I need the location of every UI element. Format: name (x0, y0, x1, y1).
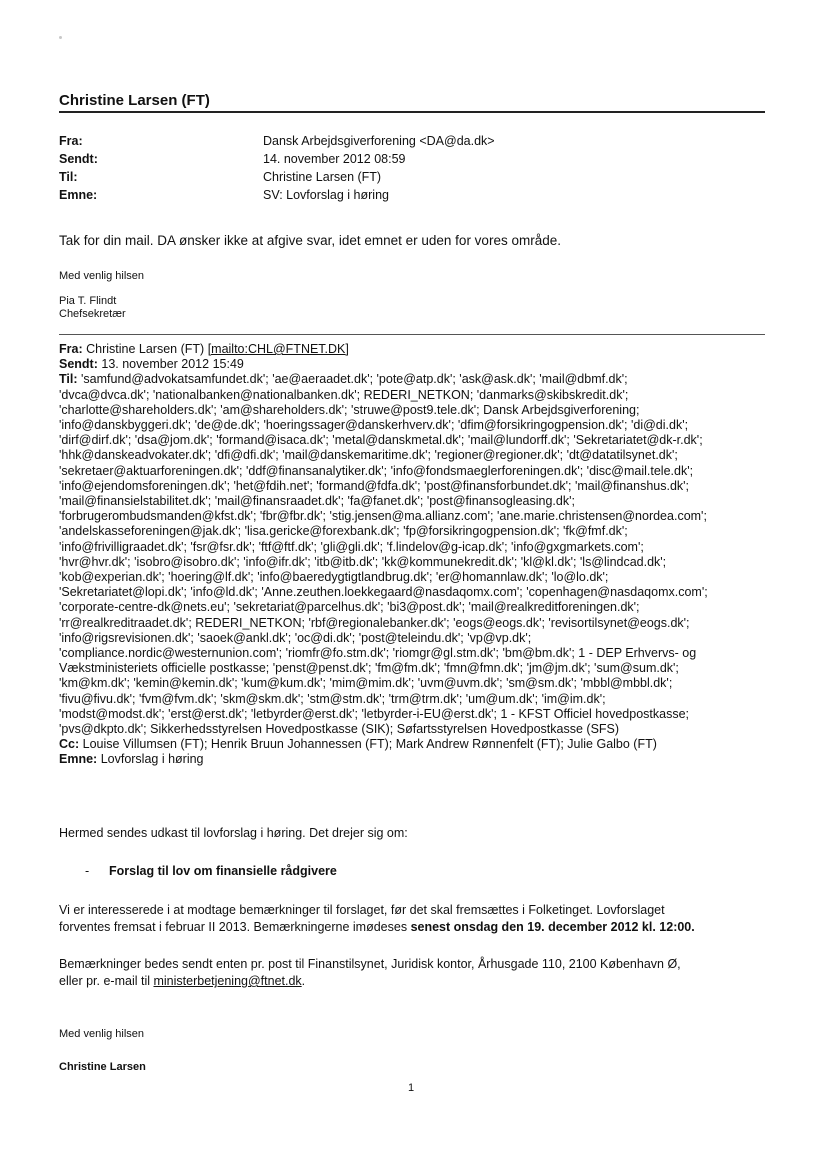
reply-sent-label: Sendt: (59, 152, 98, 166)
fwd-from-value: Christine Larsen (FT) (86, 342, 205, 356)
fwd-to-line: 'kob@experian.dk'; 'hoering@lf.dk'; 'info@baeredygtigtlandbrug.dk'; 'er@homannlaw.dk'; 'lo@lo.dk'; (59, 570, 609, 585)
contact-paragraph (59, 956, 771, 990)
contact-line-2 (59, 973, 771, 990)
reply-greeting: Med venlig hilsen (59, 270, 144, 282)
contact-line-1: Bemærkninger bedes sendt enten pr. post til Finanstilsynet, Juridisk kontor, Århusgade 110, 2100 København Ø, (59, 957, 681, 971)
fwd-to-line: 'dirf@dirf.dk'; 'dsa@jom.dk'; 'formand@isaca.dk'; 'metal@danskmetal.dk'; 'mail@lundorff.dk'; 'Sekretariatet@dk-r.dk'; (59, 433, 703, 448)
bullet-dash: - (85, 864, 90, 878)
fwd-to-line: 'rr@realkreditraadet.dk'; REDERI_NETKON; 'rbf@regionalebanker.dk'; 'eogs@eogs.dk'; 'revisortilsynet@eogs.dk'; (59, 615, 690, 630)
intro-paragraph: Hermed sendes udkast til lovforslag i høring. Det drejer sig om: (59, 826, 408, 840)
fwd-to-line (59, 372, 771, 387)
fwd-sent-row (59, 357, 771, 372)
fwd-cc-value: Louise Villumsen (FT); Henrik Bruun Johannessen (FT); Mark Andrew Rønnenfelt (FT); Julie Galbo (FT) (82, 737, 657, 752)
reply-header (59, 132, 765, 204)
deadline-prefix: forventes fremsat i februar II 2013. Bemærkningerne imødeses (59, 920, 408, 934)
fwd-to-line: Vækstministeriets officielle postkasse; 'penst@penst.dk'; 'fm@fm.dk'; 'fmn@fmn.dk'; 'jm@jm.dk'; 'sum@sum.dk'; (59, 661, 679, 676)
fwd-to-line: 'Sekretariatet@lopi.dk'; 'info@ld.dk'; 'Anne.zeuthen.loekkegaard@nasdaqomx.com'; 'copenhagen@nasdaqomx.com'; (59, 585, 708, 600)
fwd-to-line: 'charlotte@shareholders.dk'; 'am@shareholders.dk'; 'struwe@post9.tele.dk'; Dansk Arbejdsgiverforening; (59, 402, 640, 417)
contact-email-link[interactable]: ministerbetjening@ftnet.dk (153, 974, 302, 988)
forwarded-header (59, 342, 771, 768)
reply-signature-title: Chefsekretær (59, 308, 126, 320)
fwd-mailto-link[interactable]: [mailto:CHL@FTNET.DK] (207, 342, 349, 356)
fwd-subject-value: Lovforslag i høring (100, 752, 204, 767)
reply-subject-row (59, 186, 765, 204)
deadline-paragraph (59, 902, 771, 936)
fwd-to-line: 'pvs@dkpto.dk'; Sikkerhedsstyrelsen Hovedpostkasse (SIK); Søfartsstyrelsen Hovedpostkasse (SFS) (59, 722, 620, 737)
reply-sent-row (59, 150, 765, 168)
scan-speck (59, 36, 62, 39)
fwd-to-block (59, 372, 771, 737)
fwd-cc-row (59, 737, 771, 752)
deadline-date: senest onsdag den 19. december 2012 kl. 12:00. (410, 920, 695, 934)
fwd-to-line: 'forbrugerombudsmanden@kfst.dk'; 'fbr@fbr.dk'; 'stig.jensen@ma.allianz.com'; 'ane.marie.christensen@nordea.com'; (59, 509, 707, 524)
fwd-to-line: 'compliance.nordic@westernunion.com'; 'riomfr@fo.stm.dk'; 'riomgr@gl.stm.dk'; 'bm@bm.dk'; 1 - DEP Erhvervs- og (59, 646, 697, 661)
fwd-to-line: 'mail@finansielstabilitet.dk'; 'mail@finansraadet.dk'; 'fa@fanet.dk'; 'post@finansogleasing.dk'; (59, 494, 575, 509)
fwd-to-line: 'modst@modst.dk'; 'erst@erst.dk'; 'letbyrder@erst.dk'; 'letbyrder-i-EU@erst.dk'; 1 - KFST Officiel hovedpostkasse; (59, 706, 690, 721)
fwd-to-label: Til: (59, 372, 78, 387)
contact-suffix: . (301, 974, 306, 988)
fwd-to-line: 'hhk@danskeadvokater.dk'; 'dfi@dfi.dk'; 'mail@danskemaritime.dk'; 'regioner@regioner.dk'; 'dt@datatilsynet.dk'; (59, 448, 678, 463)
reply-body: Tak for din mail. DA ønsker ikke at afgive svar, idet emnet er uden for vores område. (59, 233, 561, 248)
fwd-to-line: 'dvca@dvca.dk'; 'nationalbanken@nationalbanken.dk'; REDERI_NETKON; 'danmarks@skibskredit.dk'; (59, 387, 629, 402)
fwd-to-line: 'hvr@hvr.dk'; 'isobro@isobro.dk'; 'info@ifr.dk'; 'itb@itb.dk'; 'kk@kommunekredit.dk'; 'kl@kl.dk'; 'ls@lindcad.dk'; (59, 554, 667, 569)
page-number: 1 (408, 1082, 415, 1094)
title-divider (59, 111, 765, 113)
page-title: Christine Larsen (FT) (59, 92, 210, 109)
deadline-line-2 (59, 919, 771, 936)
fwd-from-label: Fra: (59, 342, 83, 356)
reply-from-label: Fra: (59, 134, 83, 148)
fwd-to-line: 'andelskasseforeningen@jak.dk'; 'lisa.gericke@forexbank.dk'; 'fp@forsikringogpension.dk'; 'fk@fmf.dk'; (59, 524, 628, 539)
fwd-to-line: 'fivu@fivu.dk'; 'fvm@fvm.dk'; 'skm@skm.dk'; 'stm@stm.dk'; 'trm@trm.dk'; 'um@um.dk'; 'im@im.dk'; (59, 691, 606, 706)
fwd-subject-row (59, 752, 771, 767)
reply-subject-label: Emne: (59, 188, 98, 202)
fwd-subject-label: Emne: (59, 752, 98, 767)
fwd-cc-label: Cc: (59, 737, 80, 752)
fwd-sent-label: Sendt: (59, 357, 98, 372)
reply-subject-value: SV: Lovforslag i høring (263, 188, 389, 202)
fwd-to-line: 'info@frivilligraadet.dk'; 'fsr@fsr.dk'; 'ftf@ftf.dk'; 'gli@gli.dk'; 'f.lindelov@g-icap.dk'; 'info@gxgmarkets.com'; (59, 539, 644, 554)
fwd-to-line: 'info@rigsrevisionen.dk'; 'saoek@ankl.dk'; 'oc@di.dk'; 'post@teleindu.dk'; 'vp@vp.dk'; (59, 630, 532, 645)
fwd-to-line: 'info@danskbyggeri.dk'; 'de@de.dk'; 'hoeringssager@danskerhverv.dk'; 'dfim@forsikringogpension.dk'; 'di@di.dk'; (59, 418, 689, 433)
reply-to-label: Til: (59, 170, 78, 184)
fwd-to-line: 'km@km.dk'; 'kemin@kemin.dk'; 'kum@kum.dk'; 'mim@mim.dk'; 'uvm@uvm.dk'; 'sm@sm.dk'; 'mbbl@mbbl.dk'; (59, 676, 673, 691)
deadline-line-1: Vi er interesserede i at modtage bemærkninger til forslaget, før det skal fremsættes i Folketinget. Lovforslaget (59, 903, 665, 917)
fwd-to-line: 'corporate-centre-dk@nets.eu'; 'sekretariat@parcelhus.dk'; 'bi3@post.dk'; 'mail@realkreditforeningen.dk'; (59, 600, 640, 615)
forward-divider (59, 334, 765, 335)
reply-sent-value: 14. november 2012 08:59 (263, 152, 406, 166)
fwd-to-line: 'info@ejendomsforeningen.dk'; 'het@fdih.net'; 'formand@fdfa.dk'; 'post@finansforbundet.dk'; 'mail@finanshus.dk'; (59, 478, 690, 493)
fwd-to-recipients: 'samfund@advokatsamfundet.dk'; 'ae@aeraadet.dk'; 'pote@atp.dk'; 'ask@ask.dk'; 'mail@dbmf.dk'; (81, 372, 628, 387)
reply-to-row (59, 168, 765, 186)
reply-to-value: Christine Larsen (FT) (263, 170, 382, 184)
fwd-to-line: 'sekretaer@aktuarforeningen.dk'; 'ddf@finansanalytiker.dk'; 'info@fondsmaeglerforeningen.dk'; 'disc@mail.tele.dk'; (59, 463, 694, 478)
fwd-sent-value: 13. november 2012 15:49 (101, 357, 244, 372)
reply-from-value: Dansk Arbejdsgiverforening <DA@da.dk> (263, 134, 495, 148)
closing-greeting: Med venlig hilsen (59, 1028, 144, 1040)
closing-name: Christine Larsen (59, 1061, 146, 1073)
reply-signature-name: Pia T. Flindt (59, 295, 117, 307)
bullet-text: Forslag til lov om finansielle rådgivere (109, 864, 337, 878)
fwd-from-row (59, 342, 771, 357)
reply-from-row (59, 132, 765, 150)
bullet-item (85, 864, 337, 878)
contact-prefix: eller pr. e-mail til (59, 974, 150, 988)
